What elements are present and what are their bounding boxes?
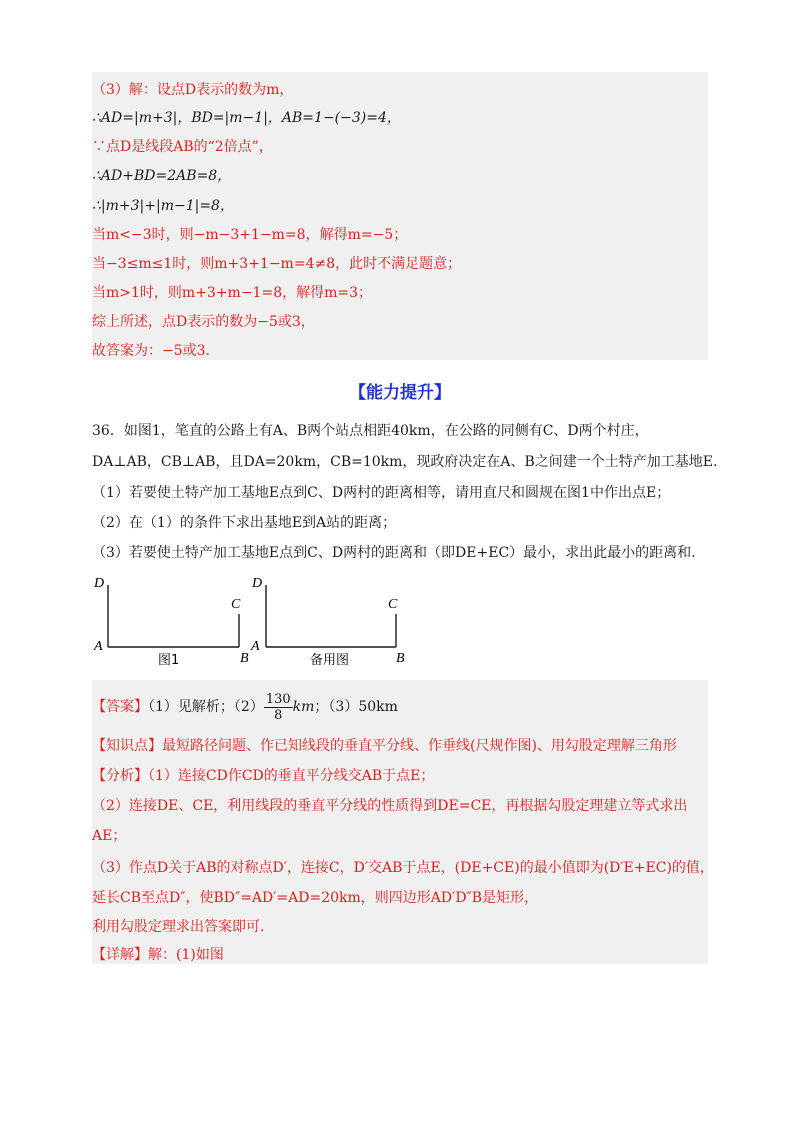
solution-line-7: 当−3≤m≤1时，则m+3+1−m=4≠8，此时不满足题意； bbox=[92, 256, 462, 272]
question-line-3: （1）若要使土特产加工基地E点到C、D两村的距离相等，请用直尺和圆规在图1中作出点E； bbox=[92, 485, 671, 501]
analysis-line-4: （3）作点D关于AB的对称点D′，连接C，D′交AB于点E，(DE+CE)的最小值即为(D′E+EC)的值， bbox=[92, 860, 714, 876]
answer-fraction-denominator: 8 bbox=[274, 707, 283, 723]
solution-line-8: 当m>1时，则m+3+m−1=8，解得m=3； bbox=[92, 285, 373, 301]
section-title: 【能力提升】 bbox=[349, 383, 451, 403]
question-line-1: 36．如图1，笔直的公路上有A、B两个站点相距40km，在公路的同侧有C、D两个村庄， bbox=[92, 423, 649, 439]
figure-1-label-d: D bbox=[94, 576, 105, 591]
figure-2-caption: 备用图 bbox=[310, 653, 350, 668]
figure-1 bbox=[90, 570, 250, 670]
figure-1-label-a: A bbox=[94, 639, 103, 654]
answer-line bbox=[92, 688, 398, 726]
analysis-line-1: 【分析】（1）连接CD作CD的垂直平分线交AB于点E； bbox=[92, 768, 435, 784]
answer-part-1: （1）见解析；（2） bbox=[148, 699, 264, 715]
solution-line-9: 综上所述，点D表示的数为−5或3， bbox=[92, 314, 315, 330]
analysis-line-5: 延长CB至点D″，使BD″=AD′=AD=20km，则四边形AD′D″B是矩形， bbox=[92, 890, 539, 906]
figure-2-label-a: A bbox=[251, 639, 260, 654]
solution-line-2: ∴AD=|m+3|，BD=|m−1|，AB=1−(−3)=4， bbox=[92, 110, 401, 126]
answer-fraction bbox=[264, 692, 293, 723]
question-line-2: DA⊥AB，CB⊥AB，且DA=20km，CB=10km，现政府决定在A、B之间建一个土特产加工基地E. bbox=[92, 454, 718, 470]
analysis-line-3: AE； bbox=[92, 828, 127, 844]
figure-1-label-c: C bbox=[231, 597, 241, 612]
figure-1-label-b: B bbox=[240, 651, 249, 666]
answer-part-3: ；（3）50km bbox=[314, 699, 398, 715]
figure-2-label-d: D bbox=[252, 576, 263, 591]
answer-unit: km bbox=[292, 699, 315, 715]
answer-label: 【答案】 bbox=[92, 699, 148, 715]
solution-line-6: 当m<−3时，则−m−3+1−m=8，解得m=−5； bbox=[92, 227, 408, 243]
detail-line: 【详解】解：(1)如图 bbox=[92, 947, 224, 963]
solution-line-4: ∴AD+BD=2AB=8， bbox=[92, 168, 232, 184]
figure-1-caption: 图1 bbox=[158, 653, 180, 668]
question-line-5: （3）若要使土特产加工基地E点到C、D两村的距离和（即DE+EC）最小，求出此最小的距离和. bbox=[92, 545, 696, 561]
solution-line-3: ∵点D是线段AB的“2倍点”， bbox=[92, 139, 273, 155]
figure-2-label-b: B bbox=[396, 651, 405, 666]
knowledge-line: 【知识点】最短路径问题、作已知线段的垂直平分线、作垂线(尺规作图)、用勾股定理解三角形 bbox=[92, 738, 677, 754]
figure-2 bbox=[248, 570, 418, 670]
answer-fraction-numerator: 130 bbox=[265, 691, 291, 707]
analysis-line-2: （2）连接DE、CE，利用线段的垂直平分线的性质得到DE=CE，再根据勾股定理建立等式求出 bbox=[92, 798, 688, 814]
solution-line-1: （3）解：设点D表示的数为m， bbox=[92, 82, 294, 98]
solution-line-10: 故答案为：−5或3. bbox=[92, 343, 210, 359]
question-line-4: （2）在（1）的条件下求出基地E到A站的距离； bbox=[92, 515, 397, 531]
analysis-line-6: 利用勾股定理求出答案即可. bbox=[92, 919, 265, 935]
figure-2-label-c: C bbox=[388, 597, 398, 612]
solution-line-5: ∴|m+3|+|m−1|=8， bbox=[92, 198, 234, 214]
